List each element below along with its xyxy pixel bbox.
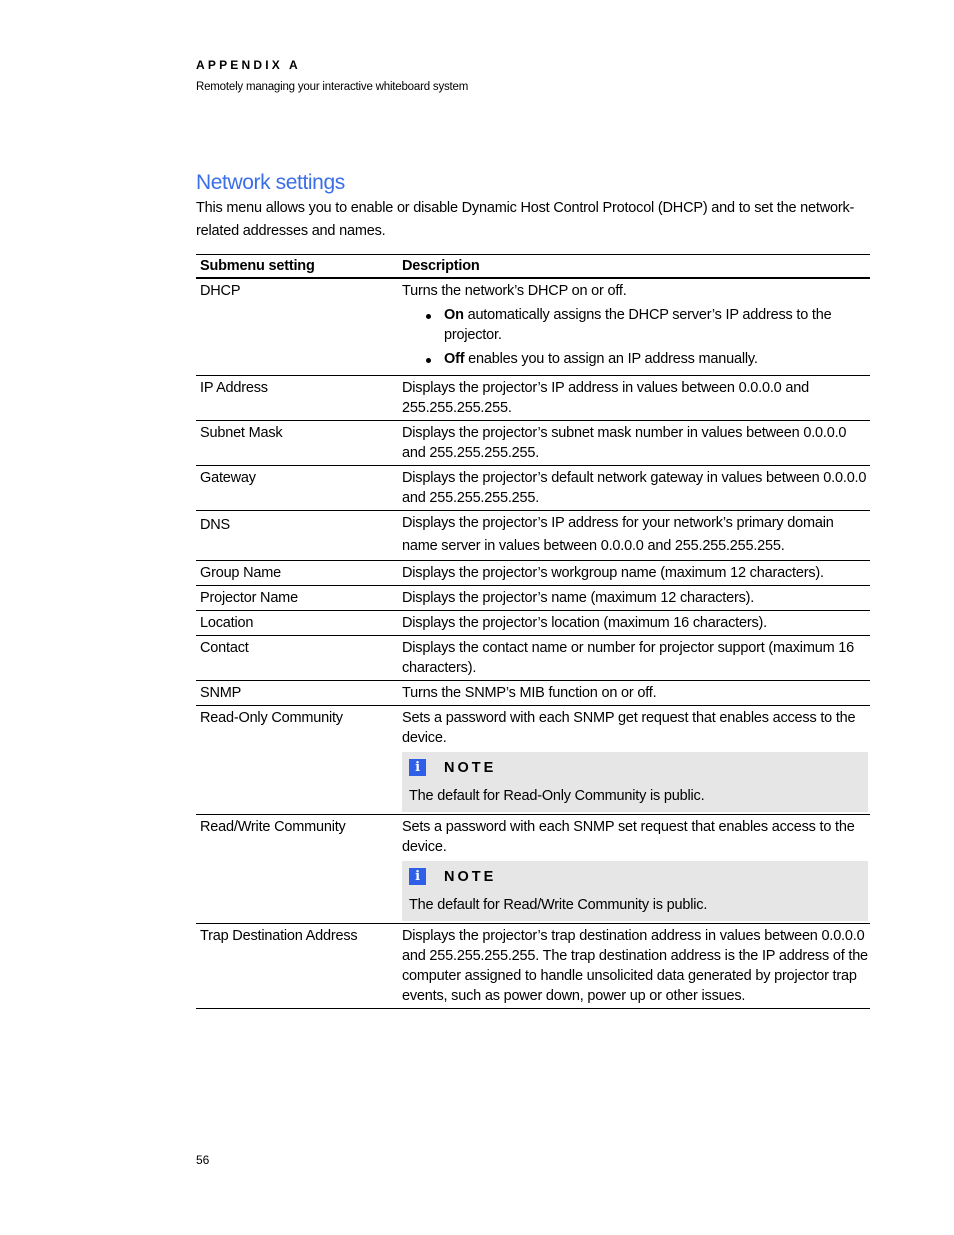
- option-text: automatically assigns the DHCP server’s IP address to the projector.: [444, 307, 832, 343]
- setting-name: Contact: [196, 636, 398, 681]
- table-row: [196, 924, 870, 1009]
- page-number: 56: [196, 1153, 210, 1167]
- table-row: [196, 586, 870, 611]
- list-item: [402, 305, 868, 345]
- bullet-icon: [426, 358, 431, 363]
- setting-description: Displays the projector’s location (maximum 16 characters).: [398, 611, 870, 636]
- option-list: [402, 305, 868, 369]
- setting-name: DHCP: [196, 278, 398, 376]
- table-row: [196, 611, 870, 636]
- note-text: The default for Read/Write Community is public.: [409, 897, 708, 913]
- setting-name: Location: [196, 611, 398, 636]
- setting-description: [398, 706, 870, 815]
- setting-description: Displays the projector’s trap destination address in values between 0.0.0.0 and 255.255.255.255. The trap destination address is the IP address of the computer assigned to handle unsolicited data generated by projector trap events, such as power down, power up or other issues.: [398, 924, 870, 1009]
- column-header-description: Description: [398, 255, 870, 279]
- table-header-row: [196, 255, 870, 279]
- note-box: [402, 752, 868, 812]
- table-row: [196, 681, 870, 706]
- setting-name: Trap Destination Address: [196, 924, 398, 1009]
- settings-table: [196, 254, 870, 1009]
- table-row: [196, 561, 870, 586]
- table-row: [196, 636, 870, 681]
- appendix-label: APPENDIX A: [196, 58, 301, 72]
- note-text: The default for Read-Only Community is public.: [409, 788, 705, 804]
- description-text: Sets a password with each SNMP get request that enables access to the device.: [402, 710, 856, 746]
- info-icon: i: [409, 868, 426, 885]
- note-label: NOTE: [444, 760, 497, 776]
- setting-name: IP Address: [196, 376, 398, 421]
- intro-paragraph: This menu allows you to enable or disable Dynamic Host Control Protocol (DHCP) and to set the network-related addresses and names.: [196, 200, 855, 239]
- setting-description: [398, 815, 870, 924]
- option-term: Off: [444, 351, 465, 367]
- setting-name: SNMP: [196, 681, 398, 706]
- section-title: Network settings: [196, 171, 345, 194]
- setting-name: Subnet Mask: [196, 421, 398, 466]
- bullet-icon: [426, 314, 431, 319]
- running-head: Remotely managing your interactive whiteboard system: [196, 81, 469, 93]
- description-text: Sets a password with each SNMP set request that enables access to the device.: [402, 819, 855, 855]
- setting-description: Displays the projector’s IP address for your network’s primary domain name server in values between 0.0.0.0 and 255.255.255.255.: [398, 511, 870, 561]
- note-label: NOTE: [444, 869, 497, 885]
- table-row: [196, 466, 870, 511]
- info-icon: i: [409, 759, 426, 776]
- list-item: [402, 349, 868, 369]
- setting-name: Group Name: [196, 561, 398, 586]
- setting-description: Turns the SNMP’s MIB function on or off.: [398, 681, 870, 706]
- setting-description: [398, 278, 870, 376]
- table-row: [196, 815, 870, 924]
- setting-description: Displays the projector’s workgroup name (maximum 12 characters).: [398, 561, 870, 586]
- table-row: [196, 706, 870, 815]
- column-header-setting: Submenu setting: [196, 255, 398, 279]
- table-row: [196, 511, 870, 561]
- table-row: [196, 278, 870, 376]
- setting-name: Read/Write Community: [196, 815, 398, 924]
- table-row: [196, 421, 870, 466]
- setting-description: Displays the projector’s subnet mask number in values between 0.0.0.0 and 255.255.255.255.: [398, 421, 870, 466]
- option-term: On: [444, 307, 464, 323]
- option-text: enables you to assign an IP address manually.: [464, 351, 758, 367]
- setting-name: DNS: [196, 511, 398, 561]
- setting-name: Read-Only Community: [196, 706, 398, 815]
- setting-description: Displays the contact name or number for projector support (maximum 16 characters).: [398, 636, 870, 681]
- setting-name: Projector Name: [196, 586, 398, 611]
- description-text: Turns the network’s DHCP on or off.: [402, 283, 627, 299]
- note-box: [402, 861, 868, 921]
- setting-description: Displays the projector’s IP address in values between 0.0.0.0 and 255.255.255.255.: [398, 376, 870, 421]
- setting-name: Gateway: [196, 466, 398, 511]
- setting-description: Displays the projector’s name (maximum 12 characters).: [398, 586, 870, 611]
- table-row: [196, 376, 870, 421]
- setting-description: Displays the projector’s default network gateway in values between 0.0.0.0 and 255.255.255.255.: [398, 466, 870, 511]
